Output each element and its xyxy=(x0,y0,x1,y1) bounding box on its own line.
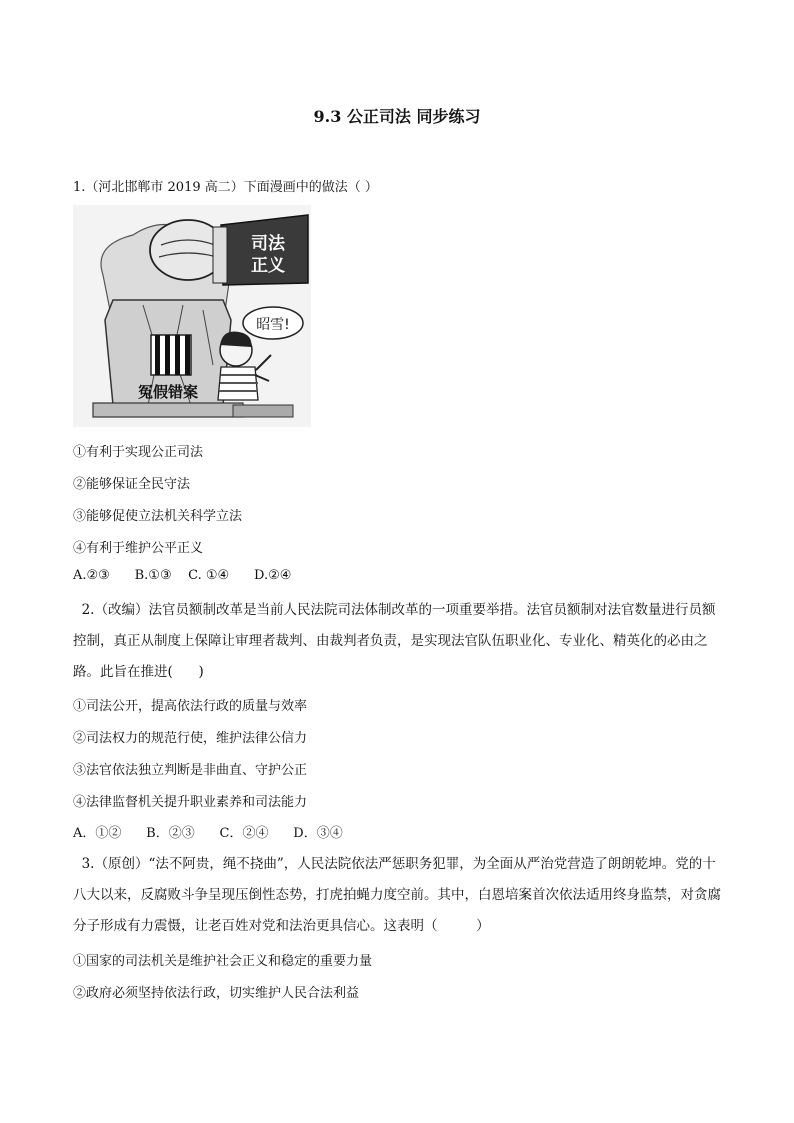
fist-label-2: 正义 xyxy=(251,256,285,276)
fist-label-1: 司法 xyxy=(251,234,285,254)
page-title: 9.3 公正司法 同步练习 xyxy=(313,107,481,126)
speech-bubble-text: 昭雪! xyxy=(256,317,290,333)
q1-option-4: ④有利于维护公平正义 xyxy=(73,541,204,556)
question-1-stem: 1.（河北邯郸市 2019 高二）下面漫画中的做法（ ） xyxy=(73,180,378,195)
q3-option-2: ②政府必须坚持依法行政，切实维护人民合法利益 xyxy=(73,986,360,1001)
question-2-stem: 2.（改编）法官员额制改革是当前人民法院司法体制改革的一项重要举措。法官员额制对法官数量进行员额控制，真正从制度上保障让审理者裁判、由裁判者负责，是实现法官队伍职业化、专业化、精英化的必由之路。此旨在推进( ) xyxy=(73,602,716,680)
question-3-stem: 3.（原创）“法不阿贵，绳不挠曲”，人民法院依法严惩职务犯罪，为全面从严治党营造了朗朗乾坤。党的十八大以来，反腐败斗争呈现压倒性态势，打虎拍蝇力度空前。其中，白恩培案首次依法适用终身监禁，对贪腐分子形成有力震慑，让老百姓对党和法治更具信心。这表明（ ） xyxy=(73,856,721,934)
q2-option-2: ②司法权力的规范行使，维护法律公信力 xyxy=(73,731,308,746)
cartoon-image xyxy=(73,205,311,427)
q3-option-1: ①国家的司法机关是维护社会正义和稳定的重要力量 xyxy=(73,954,373,969)
q1-option-3: ③能够促使立法机关科学立法 xyxy=(73,509,243,524)
q1-option-1: ①有利于实现公正司法 xyxy=(73,445,204,460)
q2-option-3: ③法官依法独立判断是非曲直、守护公正 xyxy=(73,763,308,778)
q2-option-4: ④法律监督机关提升职业素养和司法能力 xyxy=(73,795,308,810)
q2-answer-choices: A．①② B．②③ C．②④ D．③④ xyxy=(73,826,343,841)
q2-option-1: ①司法公开，提高依法行政的质量与效率 xyxy=(73,699,308,714)
pillar-label: 冤假错案 xyxy=(137,383,199,401)
q1-answer-choices: A.②③ B.①③ C. ①④ D.②④ xyxy=(73,568,292,583)
q1-option-2: ②能够保证全民守法 xyxy=(73,477,191,492)
